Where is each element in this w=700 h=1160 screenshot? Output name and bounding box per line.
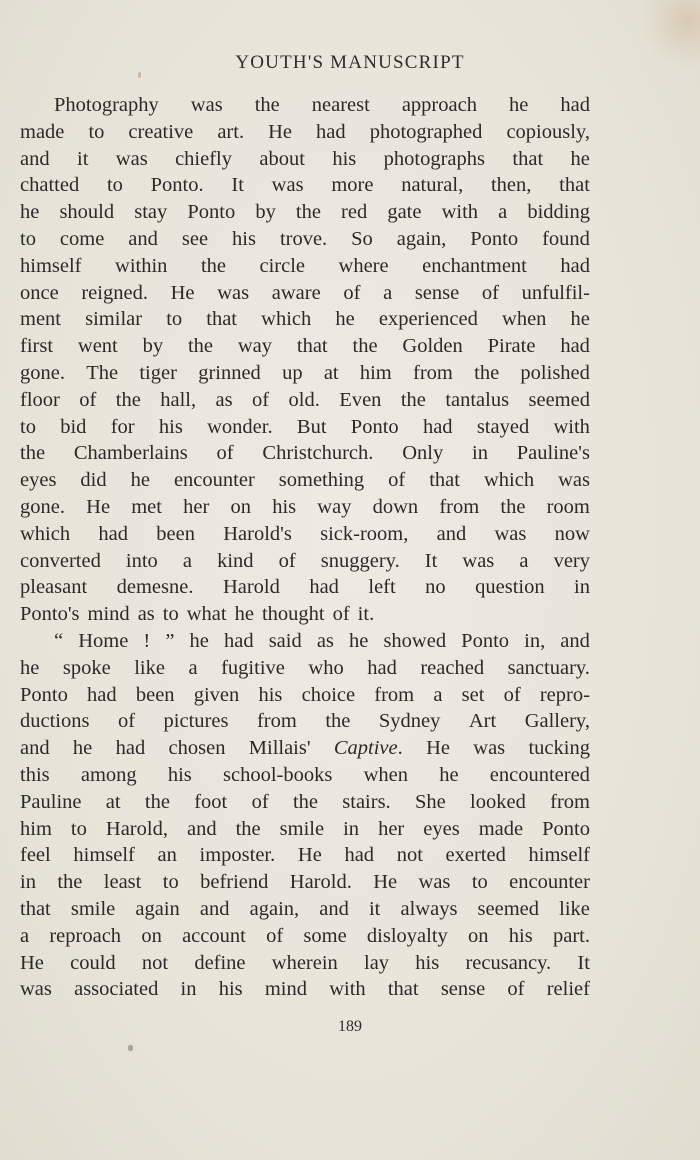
text-line: chatted to Ponto. It was more natural, then, that <box>20 174 590 197</box>
text-line: made to creative art. He had photographed copiously, <box>20 120 590 143</box>
text-line: a reproach on account of some disloyalty on his part. <box>20 924 590 947</box>
text-line: him to Harold, and the smile in her eyes made Ponto <box>20 817 590 840</box>
text-line: Pauline at the foot of the stairs. She looked from <box>20 790 590 813</box>
text-line: to bid for his wonder. But Ponto had stayed with <box>20 415 590 438</box>
paper-speck <box>128 1045 133 1051</box>
text-line: which had been Harold's sick-room, and was now <box>20 522 590 545</box>
text-line: was associated in his mind with that sense of relief <box>20 978 590 1001</box>
text-line: gone. He met her on his way down from the room <box>20 495 590 518</box>
text-line: the Chamberlains of Christchurch. Only in Pauline's <box>20 442 590 465</box>
text-line: feel himself an imposter. He had not exerted himself <box>20 844 590 867</box>
text-line: ment similar to that which he experienced when he <box>20 308 590 331</box>
text-line: he spoke like a fugitive who had reached sanctuary. <box>20 656 590 679</box>
text-line: “ Home ! ” he had said as he showed Ponto in, and <box>54 629 590 652</box>
text-line: once reigned. He was aware of a sense of unfulfil- <box>20 281 590 304</box>
text-line: ductions of pictures from the Sydney Art Gallery, <box>20 710 590 733</box>
text-line: Ponto had been given his choice from a set of repro- <box>20 683 590 706</box>
text-line: Photography was the nearest approach he had <box>54 94 590 116</box>
text-line: gone. The tiger grinned up at him from the polished <box>20 361 590 384</box>
text-line: in the least to befriend Harold. He was to encounter <box>20 871 590 894</box>
body-text <box>20 92 590 1003</box>
text-line: floor of the hall, as of old. Even the tantalus seemed <box>20 388 590 411</box>
text-line: this among his school-books when he encountered <box>20 763 590 786</box>
text-line: Ponto's mind as to what he thought of it. <box>20 603 375 626</box>
running-head: YOUTH'S MANUSCRIPT <box>235 52 465 73</box>
text-line: and it was chiefly about his photographs that he <box>20 147 590 170</box>
text-line: eyes did he encounter something of that which was <box>20 469 590 492</box>
text-line: first went by the way that the Golden Pirate had <box>20 335 590 358</box>
text-line: to come and see his trove. So again, Ponto found <box>20 227 590 250</box>
text-line: converted into a kind of snuggery. It was a very <box>20 549 590 572</box>
page-number: 189 <box>338 1018 362 1035</box>
text-line: that smile again and again, and it always seemed like <box>20 897 590 920</box>
text-line: He could not define wherein lay his recusancy. It <box>20 951 590 974</box>
text-line: and he had chosen Millais' Captive. He was tucking <box>20 737 590 760</box>
text-line: himself within the circle where enchantment had <box>20 254 590 277</box>
text-line: pleasant demesne. Harold had left no question in <box>20 576 590 599</box>
text-line: he should stay Ponto by the red gate with a bidding <box>20 201 590 224</box>
